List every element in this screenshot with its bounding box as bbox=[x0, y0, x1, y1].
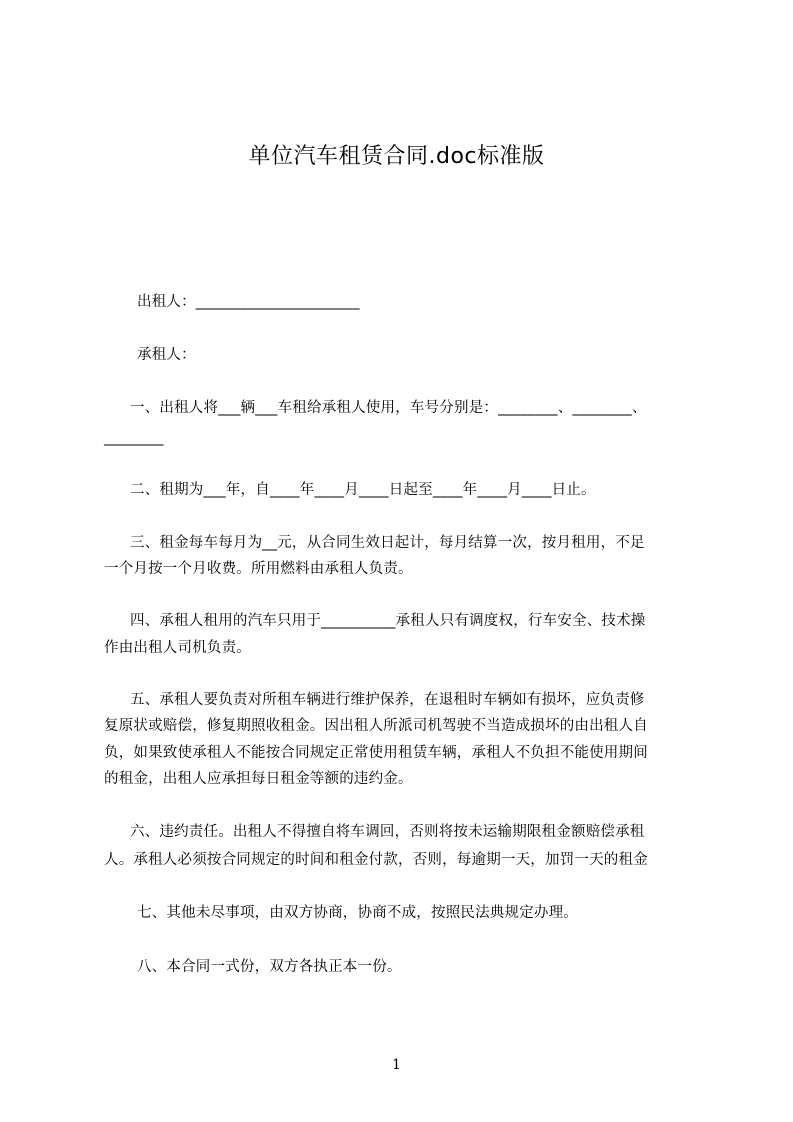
document-title: 单位汽车租赁合同.doc标准版 bbox=[248, 144, 545, 169]
clause-1-line: 一、出租人将___辆___车租给承租人使用，车号分别是：________、________、 bbox=[130, 400, 647, 416]
lessor-line: 出租人：______________________ bbox=[137, 294, 360, 310]
clause-4-line: 四、承租人租用的汽车只用于__________承租人只有调度权，行车安全、技术操 bbox=[130, 613, 646, 629]
clause-4-line: 作由出租人司机负责。 bbox=[104, 640, 251, 656]
lessee-line: 承租人： bbox=[137, 347, 196, 363]
clause-6-line: 六、违约责任。出租人不得擅自将车调回，否则将按未运输期限租金额赔偿承租 bbox=[130, 824, 645, 840]
clause-3-line: 一个月按一个月收费。所用燃料由承租人负责。 bbox=[104, 561, 413, 577]
clause-6-line: 人。承租人必须按合同规定的时间和租金付款，否则，每逾期一天，加罚一天的租金 bbox=[104, 852, 648, 868]
page-number: 1 bbox=[392, 1057, 401, 1073]
clause-3-line: 三、租金每车每月为__元，从合同生效日起计，每月结算一次，按月租用，不足 bbox=[130, 535, 645, 551]
clause-5-line: 复原状或赔偿，修复期照收租金。因出租人所派司机驾驶不当造成损坏的由出租人自 bbox=[104, 718, 648, 734]
clause-8-line: 八、本合同一式份，双方各执正本一份。 bbox=[137, 959, 402, 975]
clause-5-line: 的租金，出租人应承担每日租金等额的违约金。 bbox=[104, 771, 413, 787]
clause-7-line: 七、其他未尽事项，由双方协商，协商不成，按照民法典规定办理。 bbox=[137, 905, 578, 921]
clause-5-line: 负，如果致使承租人不能按合同规定正常使用租赁车辆，承租人不负担不能使用期间 bbox=[104, 745, 648, 761]
clause-5-line: 五、承租人要负责对所租车辆进行维护保养，在退租时车辆如有损坏，应负责修 bbox=[130, 692, 645, 708]
clause-1-line: ________ bbox=[104, 430, 164, 446]
clause-2-line: 二、租期为___年，自____年____月____日起至____年____月____日止。 bbox=[130, 482, 596, 498]
